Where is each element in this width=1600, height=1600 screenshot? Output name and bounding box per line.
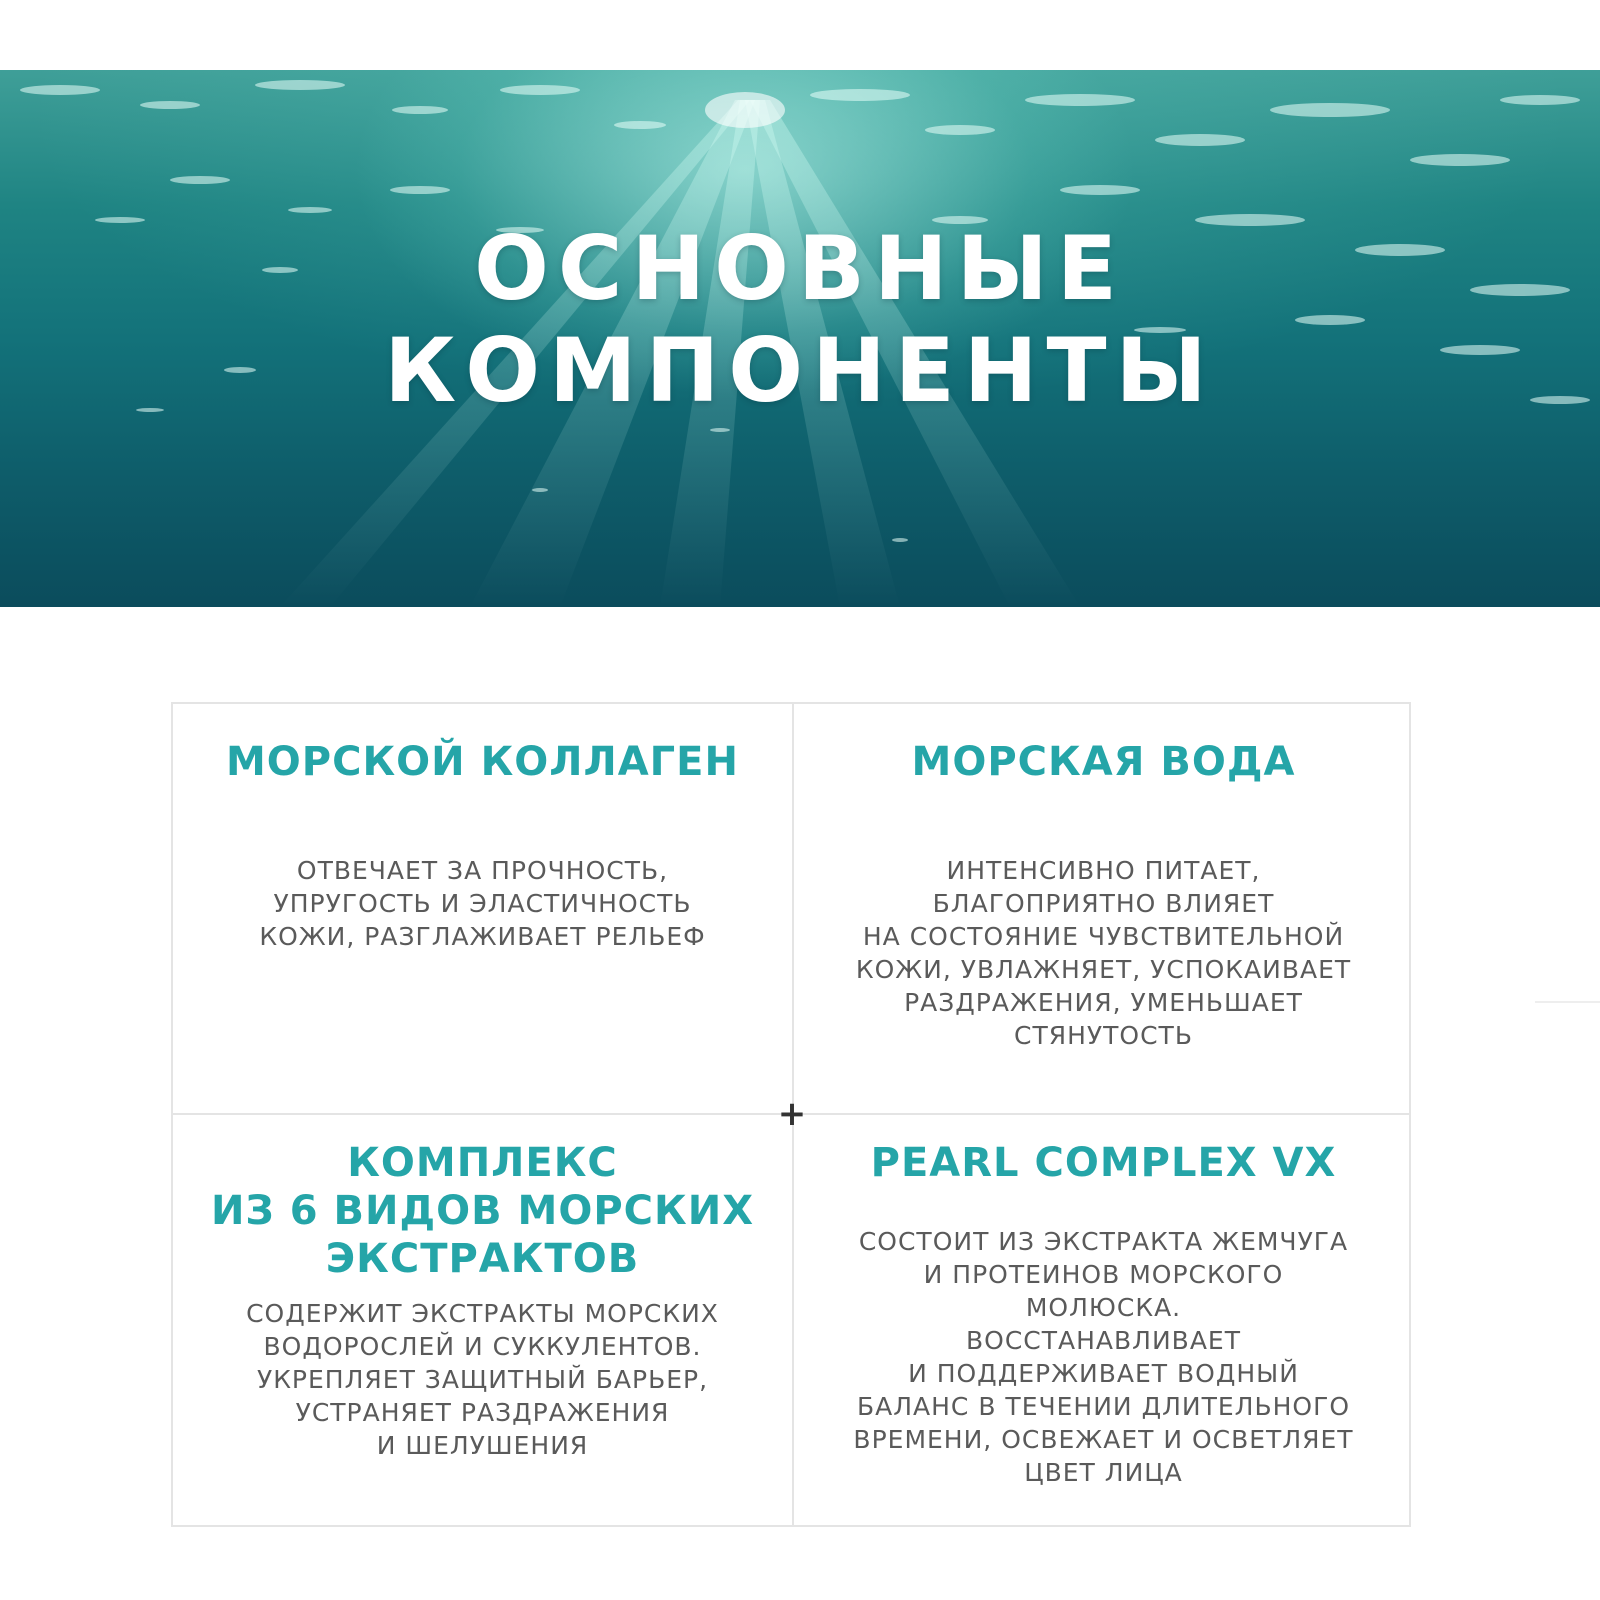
description-line: УПРУГОСТЬ И ЭЛАСТИЧНОСТЬ <box>273 889 692 918</box>
decorative-edge-line <box>1535 1001 1600 1003</box>
description-line: ВРЕМЕНИ, ОСВЕЖАЕТ И ОСВЕТЛЯЕТ <box>853 1425 1354 1454</box>
component-description <box>193 1297 772 1462</box>
description-line: НА СОСТОЯНИЕ ЧУВСТВИТЕЛЬНОЙ <box>862 922 1345 951</box>
description-line: РАЗДРАЖЕНИЯ, УМЕНЬШАЕТ <box>904 988 1303 1017</box>
description-line: И ПРОТЕИНОВ МОРСКОГО <box>923 1260 1284 1289</box>
component-title <box>814 738 1393 786</box>
description-line: МОЛЮСКА. <box>1025 1293 1182 1322</box>
component-title <box>814 1139 1393 1187</box>
description-line: БЛАГОПРИЯТНО ВЛИЯЕТ <box>932 889 1275 918</box>
description-line: СТЯНУТОСТЬ <box>1014 1021 1193 1050</box>
description-line: И ПОДДЕРЖИВАЕТ ВОДНЫЙ <box>908 1359 1299 1388</box>
component-title-line: PEARL COMPLEX VX <box>870 1140 1337 1186</box>
description-line: ЦВЕТ ЛИЦА <box>1024 1458 1183 1487</box>
component-title-line: МОРСКАЯ ВОДА <box>911 739 1296 785</box>
description-line: СОДЕРЖИТ ЭКСТРАКТЫ МОРСКИХ <box>246 1299 719 1328</box>
component-description <box>814 1225 1393 1489</box>
description-line: СОСТОИТ ИЗ ЭКСТРАКТА ЖЕМЧУГА <box>858 1227 1349 1256</box>
page-title <box>0 218 1600 422</box>
sun-glow <box>705 92 785 128</box>
description-line: УСТРАНЯЕТ РАЗДРАЖЕНИЯ <box>295 1398 670 1427</box>
component-title-line: МОРСКОЙ КОЛЛАГЕН <box>226 739 739 785</box>
component-card-sea-water <box>794 738 1413 1052</box>
component-title-line: ЭКСТРАКТОВ <box>325 1236 640 1282</box>
plus-icon: + <box>777 1094 807 1134</box>
component-title-line: ИЗ 6 ВИДОВ МОРСКИХ <box>210 1188 755 1234</box>
description-line: ИНТЕНСИВНО ПИТАЕТ, <box>946 856 1261 885</box>
description-line: ВОДОРОСЛЕЙ И СУККУЛЕНТОВ. <box>263 1332 702 1361</box>
description-line: КОЖИ, УВЛАЖНЯЕТ, УСПОКАИВАЕТ <box>855 955 1352 984</box>
description-line: И ШЕЛУШЕНИЯ <box>376 1431 589 1460</box>
component-card-marine-collagen <box>173 738 792 953</box>
page-title-line: КОМПОНЕНТЫ <box>384 319 1216 422</box>
component-card-marine-extracts <box>173 1139 792 1462</box>
components-grid <box>171 702 1411 1527</box>
description-line: КОЖИ, РАЗГЛАЖИВАЕТ РЕЛЬЕФ <box>259 922 706 951</box>
underwater-hero-banner <box>0 70 1600 607</box>
description-line: ОТВЕЧАЕТ ЗА ПРОЧНОСТЬ, <box>296 856 669 885</box>
page-title-line: ОСНОВНЫЕ <box>474 217 1126 320</box>
component-description <box>193 854 772 953</box>
description-line: УКРЕПЛЯЕТ ЗАЩИТНЫЙ БАРЬЕР, <box>256 1365 709 1394</box>
component-description <box>814 854 1393 1052</box>
component-title <box>193 738 772 786</box>
description-line: ВОССТАНАВЛИВАЕТ <box>966 1326 1241 1355</box>
component-title <box>193 1139 772 1283</box>
component-card-pearl-complex <box>794 1139 1413 1489</box>
description-line: БАЛАНС В ТЕЧЕНИИ ДЛИТЕЛЬНОГО <box>856 1392 1351 1421</box>
component-title-line: КОМПЛЕКС <box>347 1140 618 1186</box>
